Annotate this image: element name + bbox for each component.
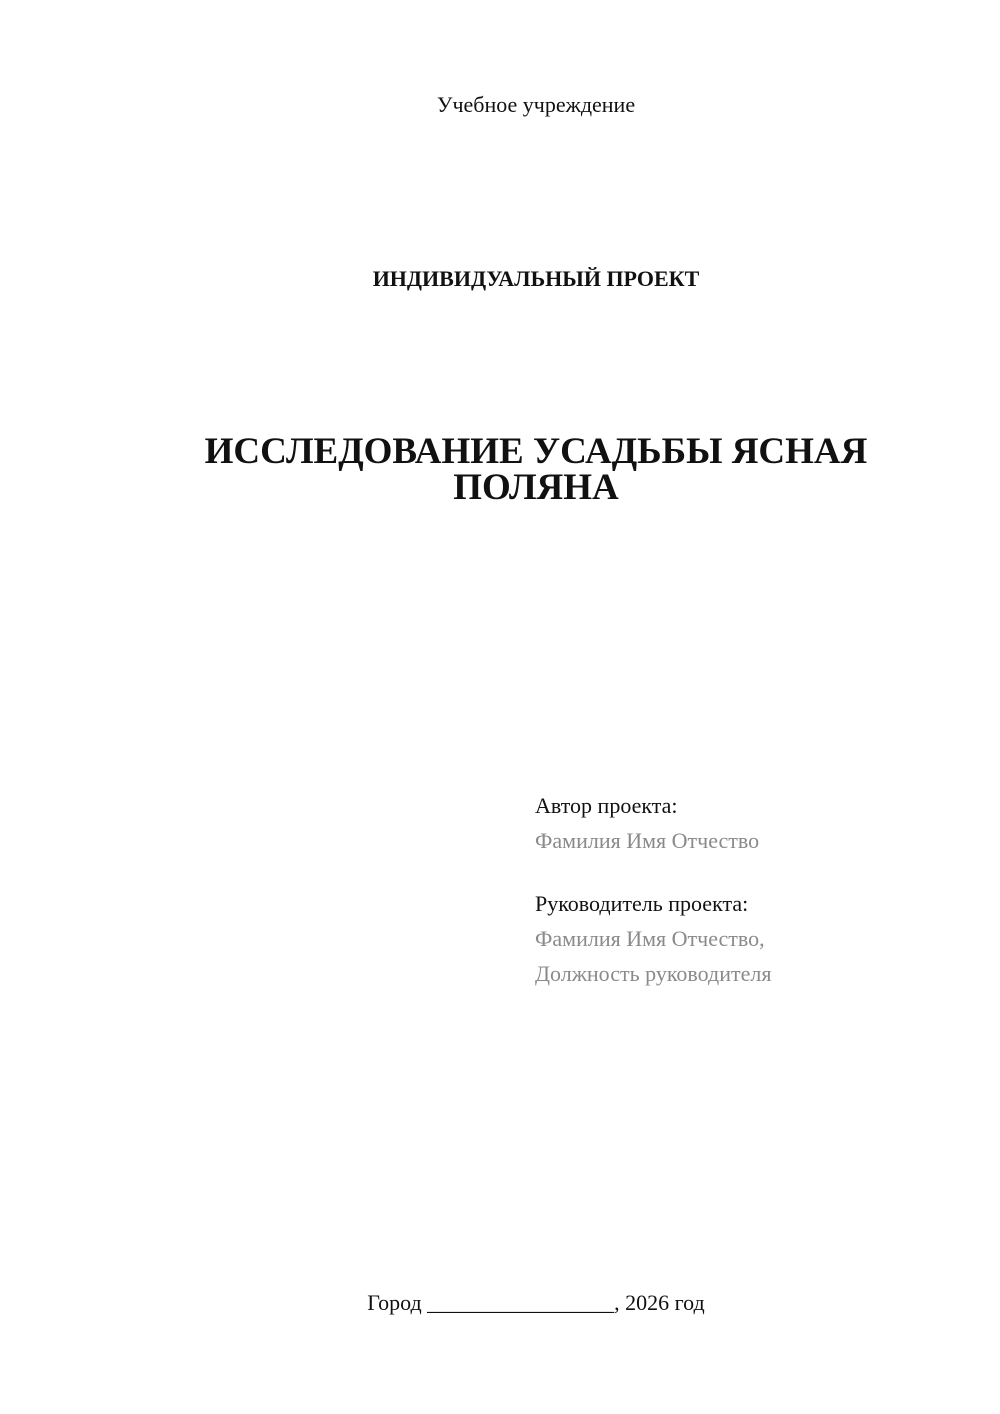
project-credits [535,788,975,991]
institution-name: Учебное учреждение [436,92,636,117]
document-title-line-2: ПОЛЯНА [453,467,619,508]
supervisor-position: Должность руководителя [535,961,772,986]
author-name: Фамилия Имя Отчество [535,828,760,853]
document-type: ИНДИВИДУАЛЬНЫЙ ПРОЕКТ [372,266,700,291]
credits-spacer [535,858,975,886]
supervisor-label: Руководитель проекта: [535,891,749,916]
author-label: Автор проекта: [535,793,678,818]
supervisor-name: Фамилия Имя Отчество, [535,926,765,951]
document-title [180,431,892,508]
city-year-line: Город _________________, 2026 год [367,1290,705,1315]
document-title-line-1: ИССЛЕДОВАНИЕ УСАДЬБЫ ЯСНАЯ [204,431,868,472]
